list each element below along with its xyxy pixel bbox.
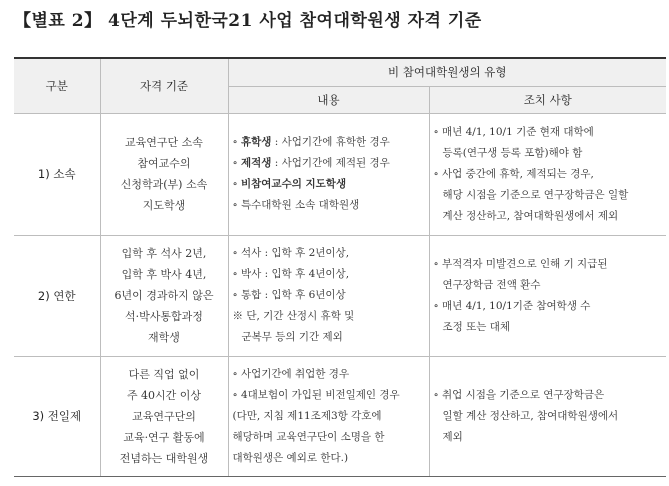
table-row [14,235,666,356]
criteria-line: 6년이 경과하지 않은 [114,289,214,302]
header-action: 조치 사항 [429,86,666,113]
table-row [14,113,666,235]
row-criteria [100,235,228,356]
row-content [228,235,429,356]
action-line: 등록(연구생 등록 포함)해야 함 [442,146,583,159]
criteria-line: 지도학생 [142,199,186,212]
row-action [429,356,666,476]
action-line: 일할 계산 정산하고, 참여대학원생에서 [442,409,619,422]
row-category: 3) 전일제 [14,356,100,476]
row-criteria [100,113,228,235]
row-content [228,356,429,476]
content-line: ∘ 박사 : 입학 후 4년이상, [232,268,350,280]
content-line: 군복무 등의 기간 제외 [241,331,343,343]
action-line: 제외 [442,430,463,443]
criteria-line: 교육·연구 활동에 [123,430,205,444]
action-line: ∘ 사업 중간에 휴학, 제적되는 경우, [433,167,594,180]
content-line: ∘ 통합 : 입학 후 6년이상 [232,289,346,301]
row-action [429,113,666,235]
content-line: ∘ 제적생 : 사업기간에 제적된 경우 [232,157,390,169]
criteria-line: 석·박사통합과정 [125,310,203,323]
action-line: 연구장학금 전액 환수 [442,278,541,291]
criteria-line: 참여교수의 [137,157,191,170]
qualification-table [14,57,666,477]
content-line: ∘ 비참여교수의 지도학생 [232,178,347,190]
action-line: ∘ 매년 4/1, 10/1기준 참여학생 수 [433,299,591,312]
content-line: ∘ 석사 : 입학 후 2년이상, [232,247,350,259]
row-category: 1) 소속 [14,113,100,235]
action-line: ∘ 부적격자 미발견으로 인해 기 지급된 [433,257,608,270]
criteria-line: 입학 후 박사 4년, [121,268,207,281]
table-row [14,356,666,476]
content-line: (다만, 지침 제11조제3항 각호에 [232,409,382,422]
criteria-line: 입학 후 석사 2년, [121,247,207,260]
content-line: 해당하며 교육연구단이 소명을 한 [232,430,385,443]
row-category: 2) 연한 [14,235,100,356]
action-line: ∘ 매년 4/1, 10/1 기준 현재 대학에 [433,125,594,138]
row-content [228,113,429,235]
header-type-group: 비 참여대학원생의 유형 [228,58,666,86]
criteria-line: 전념하는 대학원생 [119,451,209,465]
criteria-line: 교육연구단의 [132,409,196,423]
content-line: ※ 단, 기간 산정시 휴학 및 [232,310,355,322]
content-line: 대학원생은 예외로 한다.) [232,451,349,464]
page-title: 【별표 2】 4단계 두뇌한국21 사업 참여대학원생 자격 기준 [14,11,482,31]
action-line: 조정 또는 대체 [442,320,511,333]
criteria-line: 다른 직업 없이 [128,367,200,381]
criteria-line: 신청학과(부) 소속 [120,178,208,191]
header-category: 구분 [14,58,100,113]
action-line: 계산 정산하고, 참여대학원생에서 제외 [442,209,619,222]
content-line: ∘ 휴학생 : 사업기간에 휴학한 경우 [232,136,390,148]
criteria-line: 재학생 [148,331,180,344]
action-line: 해당 시점을 기준으로 연구장학금은 일할 [442,188,629,201]
action-line: ∘ 취업 시점을 기준으로 연구장학금은 [433,388,605,401]
header-content: 내용 [228,86,429,113]
criteria-line: 교육연구단 소속 [125,136,203,149]
content-line: ∘ 특수대학원 소속 대학원생 [232,199,360,211]
content-line: ∘ 사업기간에 취업한 경우 [232,367,350,380]
content-line: ∘ 4대보험이 가입된 비전일제인 경우 [232,388,400,401]
header-criteria: 자격 기준 [100,58,228,113]
row-criteria [100,356,228,476]
row-action [429,235,666,356]
criteria-line: 주 40시간 이상 [126,388,202,402]
